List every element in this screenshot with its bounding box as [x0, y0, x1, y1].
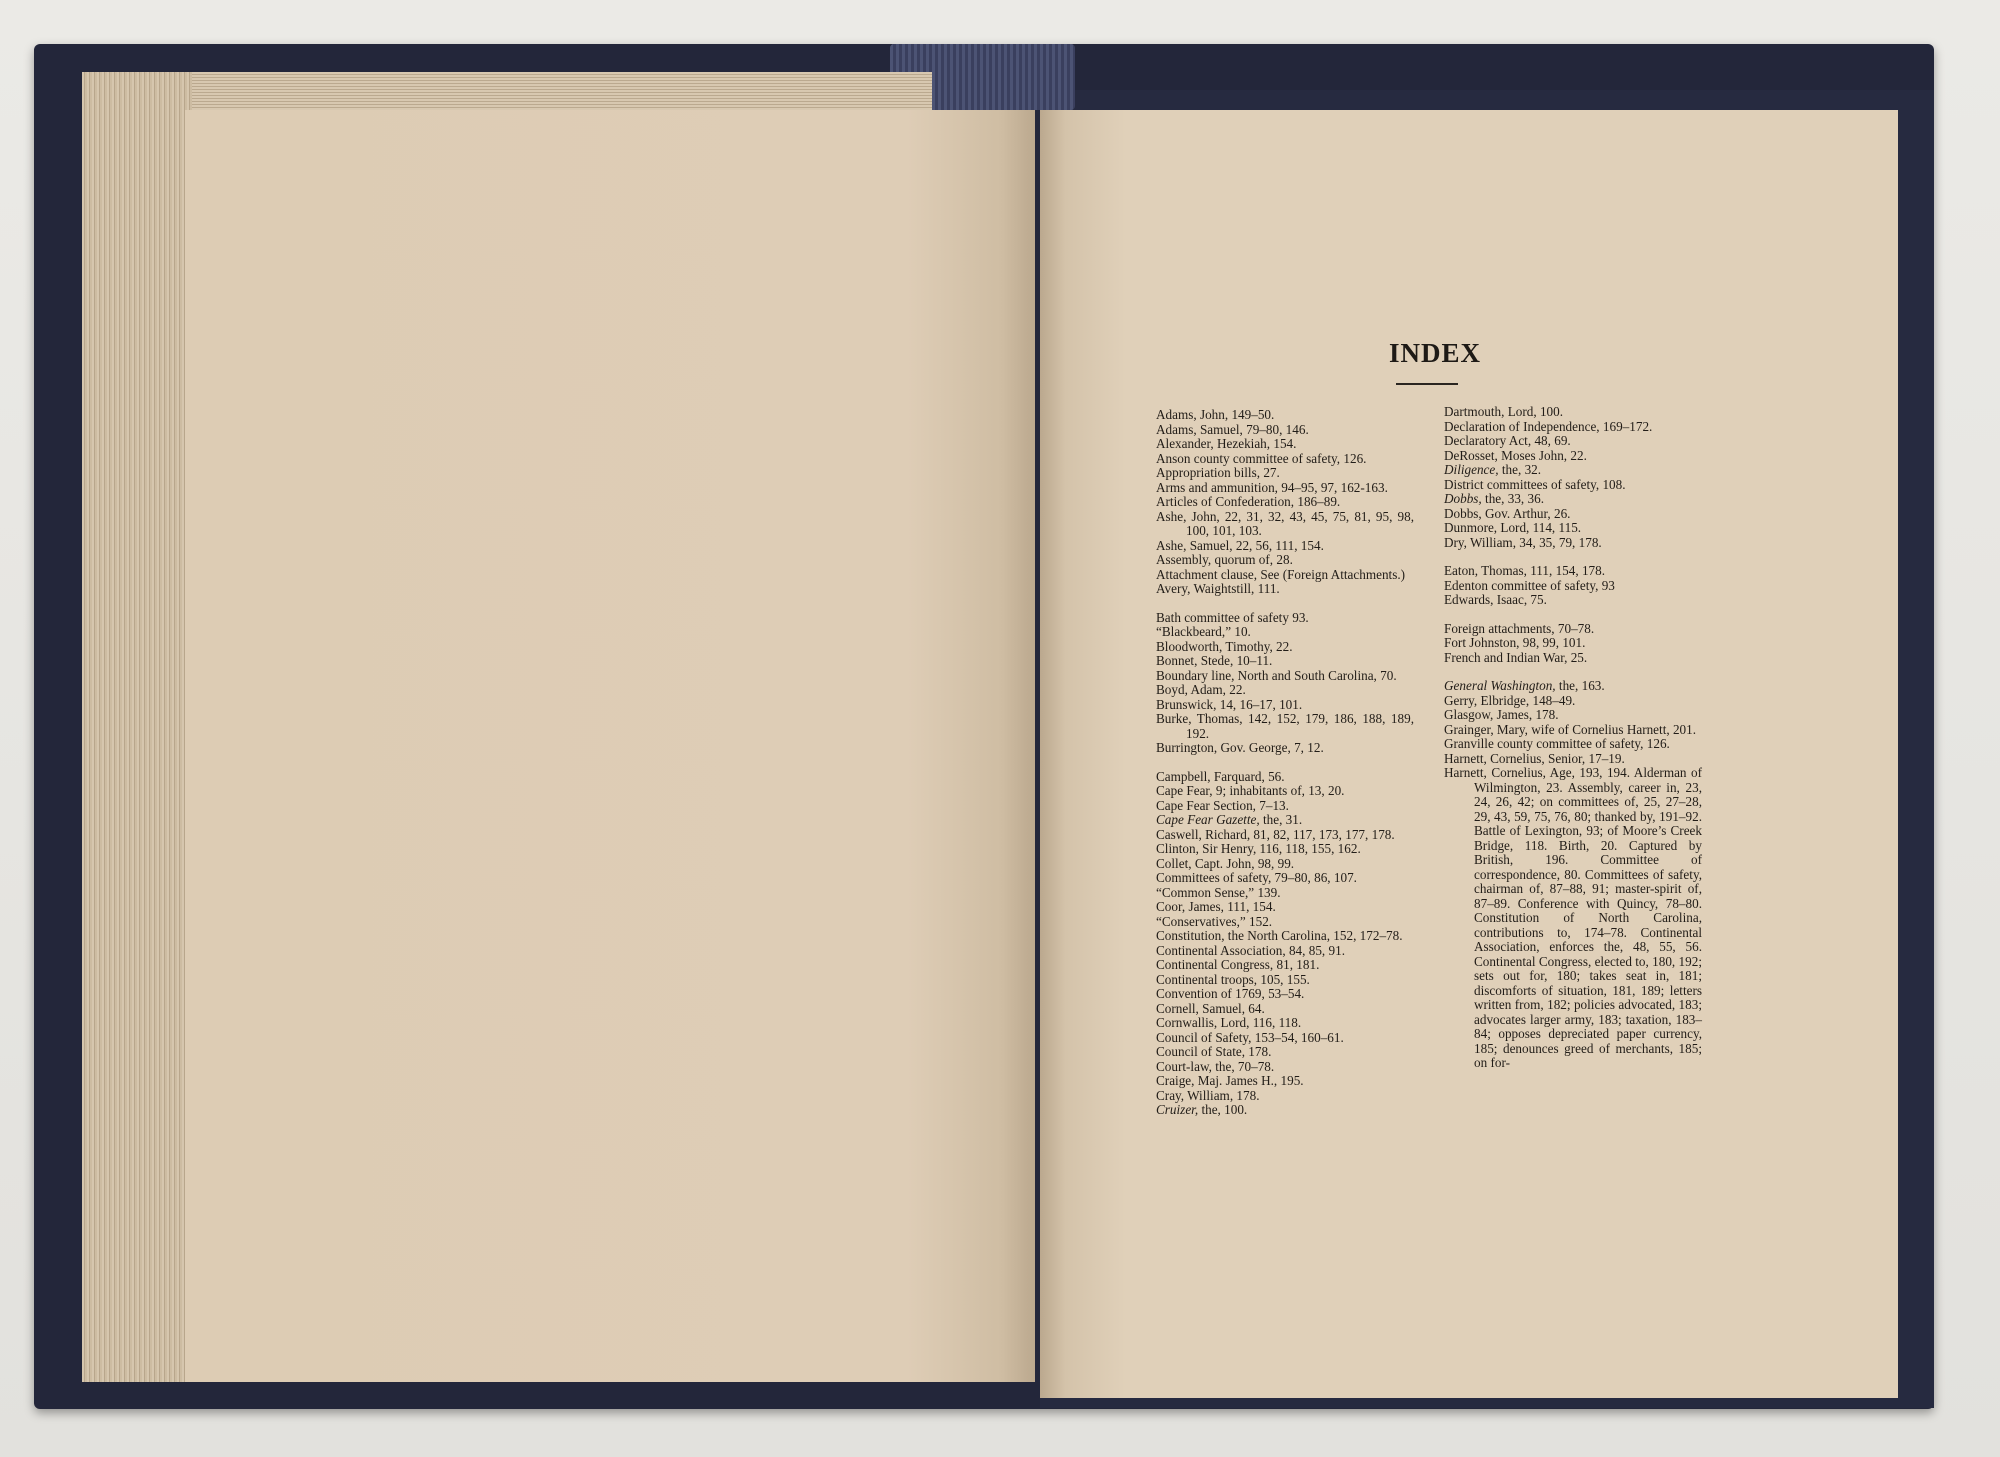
- entry-text: the, 31.: [1259, 812, 1303, 827]
- entry-text: District committees of safety, 108.: [1444, 476, 1626, 492]
- index-entry: [1156, 958, 1414, 973]
- entry-text: the, 100.: [1198, 1102, 1248, 1117]
- index-entry: [1156, 466, 1414, 481]
- entry-text: Cape Fear, 9; inhabitants of, 13, 20.: [1156, 783, 1345, 798]
- entry-text: Campbell, Farquard, 56.: [1156, 768, 1285, 784]
- index-entry: [1444, 766, 1702, 1071]
- entry-text: Gerry, Elbridge, 148–49.: [1444, 692, 1576, 708]
- index-entry: [1156, 1002, 1414, 1017]
- index-entry: [1156, 1031, 1414, 1046]
- entry-text: Adams, Samuel, 79–80, 146.: [1156, 421, 1309, 437]
- index-entry: [1156, 842, 1414, 857]
- index-entry: [1156, 944, 1414, 959]
- entry-text: “Blackbeard,” 10.: [1156, 624, 1251, 639]
- index-entry: [1156, 669, 1414, 684]
- entry-text: DeRosset, Moses John, 22.: [1444, 447, 1587, 463]
- entry-text: Articles of Confederation, 186–89.: [1156, 494, 1341, 509]
- entry-text: Dobbs, Gov. Arthur, 26.: [1444, 505, 1571, 521]
- index-entry: [1444, 463, 1702, 478]
- index-entry: [1156, 495, 1414, 510]
- index-entry: [1156, 1089, 1414, 1104]
- index-entry: [1156, 452, 1414, 467]
- index-entry: [1444, 405, 1702, 420]
- entry-text: Collet, Capt. John, 98, 99.: [1156, 855, 1295, 871]
- index-column-left: [1156, 408, 1414, 1118]
- entry-text: Dunmore, Lord, 114, 115.: [1444, 520, 1582, 535]
- entry-text: Cray, William, 178.: [1156, 1087, 1260, 1103]
- index-entry: [1156, 654, 1414, 669]
- entry-text: Anson county committee of safety, 126.: [1156, 450, 1367, 466]
- index-entry: [1444, 679, 1702, 694]
- index-entry: [1156, 437, 1414, 452]
- left-page-blank: [185, 110, 1035, 1382]
- entry-text: Continental troops, 105, 155.: [1156, 971, 1310, 987]
- entry-text: Committees of safety, 79–80, 86, 107.: [1156, 870, 1357, 885]
- title-rule: [1396, 383, 1458, 385]
- index-entry: [1444, 723, 1702, 738]
- entry-text: Council of State, 178.: [1156, 1044, 1272, 1059]
- entry-text: Alexander, Hezekiah, 154.: [1156, 436, 1297, 451]
- entry-text: the, 32.: [1498, 462, 1542, 477]
- index-column-right: [1444, 405, 1702, 1071]
- entry-italic-title: General Washington,: [1444, 678, 1556, 693]
- entry-text: Boundary line, North and South Carolina, 70.: [1156, 667, 1397, 683]
- entry-text: Continental Congress, 81, 181.: [1156, 957, 1320, 972]
- entry-text: “Common Sense,” 139.: [1156, 884, 1281, 900]
- entry-text: Bath committee of safety 93.: [1156, 609, 1309, 625]
- entry-gap: [1444, 550, 1702, 564]
- entry-text: Ashe, John, 22, 31, 32, 43, 45, 75, 81, 95, 98, 100, 101, 103.: [1156, 508, 1414, 538]
- index-entry: [1444, 708, 1702, 723]
- entry-text: Declaratory Act, 48, 69.: [1444, 433, 1571, 448]
- index-entry: [1156, 1045, 1414, 1060]
- index-entry: [1444, 449, 1702, 464]
- index-entry: [1156, 1074, 1414, 1089]
- index-entry: [1444, 622, 1702, 637]
- page-block-side-edge: [82, 72, 192, 1382]
- entry-italic-title: Dobbs,: [1444, 491, 1482, 506]
- entry-text: Boyd, Adam, 22.: [1156, 682, 1246, 697]
- entry-text: Cape Fear Section, 7–13.: [1156, 797, 1289, 813]
- index-entry: [1444, 420, 1702, 435]
- entry-italic-title: Cape Fear Gazette,: [1156, 812, 1260, 827]
- entry-text: Declaration of Independence, 169–172.: [1444, 418, 1653, 434]
- entry-text: French and Indian War, 25.: [1444, 649, 1588, 665]
- entry-gap: [1156, 597, 1414, 611]
- index-entry: [1156, 423, 1414, 438]
- index-entry: [1444, 478, 1702, 493]
- entry-text: Dartmouth, Lord, 100.: [1444, 404, 1564, 419]
- entry-gap: [1444, 665, 1702, 679]
- index-entry: [1444, 434, 1702, 449]
- entry-text: Clinton, Sir Henry, 116, 118, 155, 162.: [1156, 841, 1361, 856]
- entry-text: Edenton committee of safety, 93: [1444, 577, 1615, 593]
- index-entry: [1156, 1060, 1414, 1075]
- index-entry: [1156, 741, 1414, 756]
- entry-gap: [1156, 756, 1414, 770]
- index-entry: [1444, 651, 1702, 666]
- entry-text: Ashe, Samuel, 22, 56, 111, 154.: [1156, 537, 1324, 553]
- index-entry: [1156, 683, 1414, 698]
- index-entry: [1444, 737, 1702, 752]
- index-entry: [1444, 593, 1702, 608]
- index-entry: [1444, 564, 1702, 579]
- entry-text: Cornwallis, Lord, 116, 118.: [1156, 1015, 1302, 1030]
- page-title: INDEX: [1388, 338, 1481, 368]
- entry-text: Burrington, Gov. George, 7, 12.: [1156, 740, 1324, 755]
- index-entry: [1156, 582, 1414, 597]
- index-entry: [1156, 712, 1414, 741]
- index-entry: [1444, 536, 1702, 551]
- entry-gap: [1444, 608, 1702, 622]
- entry-text: Harnett, Cornelius, Senior, 17–19.: [1444, 750, 1625, 766]
- index-entry: [1156, 784, 1414, 799]
- entry-italic-title: Diligence,: [1444, 462, 1499, 477]
- entry-text: the, 163.: [1555, 678, 1605, 693]
- index-entry: [1156, 915, 1414, 930]
- index-entry: [1156, 813, 1414, 828]
- entry-text: Brunswick, 14, 16–17, 101.: [1156, 696, 1303, 712]
- entry-text: Appropriation bills, 27.: [1156, 465, 1280, 480]
- index-entry: [1156, 770, 1414, 785]
- index-entry: [1156, 408, 1414, 423]
- entry-text: Cornell, Samuel, 64.: [1156, 1000, 1265, 1016]
- index-entry: [1156, 799, 1414, 814]
- entry-italic-title: Cruizer,: [1156, 1102, 1199, 1117]
- entry-text: Fort Johnston, 98, 99, 101.: [1444, 635, 1586, 650]
- index-entry: [1156, 625, 1414, 640]
- entry-text: Bonnet, Stede, 10–11.: [1156, 653, 1273, 668]
- entry-text: Foreign attachments, 70–78.: [1444, 620, 1595, 636]
- index-entry: [1156, 973, 1414, 988]
- index-entry: [1444, 636, 1702, 651]
- index-entry: [1156, 857, 1414, 872]
- entry-text: Continental Association, 84, 85, 91.: [1156, 942, 1346, 958]
- entry-text: Grainger, Mary, wife of Cornelius Harnett, 201.: [1444, 721, 1697, 737]
- index-entry: [1156, 828, 1414, 843]
- entry-text: Harnett, Cornelius, Age, 193, 194. Alderman of Wilmington, 23. Assembly, career in, 23, 24, 26, 42; on committees of, 25, 27–28, 29, 43, 59, 75, 76, 80; thanked by, 191–92. Battle of Lexington, 93; of Moore’s Creek Bridge, 118. Birth, 20. Captured by British, 196. Committee of correspondence, 80. Committees of safety, chairman of, 87–88, 91; master-spirit of, 87–89. Conference with Quincy, 78–80. Constitution of North Carolina, contributions to, 174–78. Continental Association, enforces the, 48, 55, 56. Continental Congress, elected to, 180, 192; sets out for, 180; takes seat in, 181; discomforts of situation, 181, 189; letters written from, 182; policies advocated, 183; advocates larger army, 183; taxation, 183–84; opposes depreciated paper currency, 185; denounces greed of merchants, 185; on for-: [1444, 765, 1702, 1070]
- entry-text: Council of Safety, 153–54, 160–61.: [1156, 1029, 1344, 1045]
- entry-text: Edwards, Isaac, 75.: [1444, 592, 1547, 607]
- index-entry: [1156, 510, 1414, 539]
- entry-text: Convention of 1769, 53–54.: [1156, 986, 1305, 1001]
- entry-text: Constitution, the North Carolina, 152, 172–78.: [1156, 928, 1403, 943]
- index-entry: [1156, 568, 1414, 583]
- index-entry: [1156, 886, 1414, 901]
- index-entry: [1156, 698, 1414, 713]
- entry-text: Burke, Thomas, 142, 152, 179, 186, 188, 189, 192.: [1156, 711, 1414, 741]
- entry-text: Avery, Waightstill, 111.: [1156, 581, 1280, 596]
- index-entry: [1156, 1016, 1414, 1031]
- entry-text: Granville county committee of safety, 126.: [1444, 736, 1670, 751]
- index-entry: [1156, 1103, 1414, 1118]
- index-entry: [1444, 752, 1702, 767]
- index-entry: [1156, 481, 1414, 496]
- index-entry: [1444, 521, 1702, 536]
- entry-text: Caswell, Richard, 81, 82, 117, 173, 177, 178.: [1156, 826, 1395, 842]
- entry-text: Coor, James, 111, 154.: [1156, 899, 1276, 914]
- index-entry: [1156, 929, 1414, 944]
- entry-text: Glasgow, James, 178.: [1444, 707, 1559, 722]
- index-entry: [1156, 987, 1414, 1002]
- entry-text: Adams, John, 149–50.: [1156, 407, 1275, 422]
- entry-text: Attachment clause, See (Foreign Attachments.): [1156, 566, 1406, 582]
- index-entry: [1156, 640, 1414, 655]
- index-entry: [1156, 553, 1414, 568]
- index-entry: [1444, 579, 1702, 594]
- index-entry: [1156, 900, 1414, 915]
- entry-text: Assembly, quorum of, 28.: [1156, 552, 1293, 567]
- entry-text: Eaton, Thomas, 111, 154, 178.: [1444, 563, 1606, 578]
- index-entry: [1156, 539, 1414, 554]
- entry-text: Dry, William, 34, 35, 79, 178.: [1444, 534, 1602, 550]
- index-entry: [1444, 507, 1702, 522]
- entry-text: Arms and ammunition, 94–95, 97, 162-163.: [1156, 479, 1388, 495]
- index-entry: [1156, 871, 1414, 886]
- entry-text: Craige, Maj. James H., 195.: [1156, 1073, 1304, 1088]
- index-entry: [1444, 694, 1702, 709]
- entry-text: “Conservatives,” 152.: [1156, 913, 1273, 929]
- index-entry: [1444, 492, 1702, 507]
- entry-text: the, 33, 36.: [1481, 491, 1545, 506]
- entry-text: Court-law, the, 70–78.: [1156, 1058, 1275, 1074]
- index-entry: [1156, 611, 1414, 626]
- entry-text: Bloodworth, Timothy, 22.: [1156, 638, 1293, 654]
